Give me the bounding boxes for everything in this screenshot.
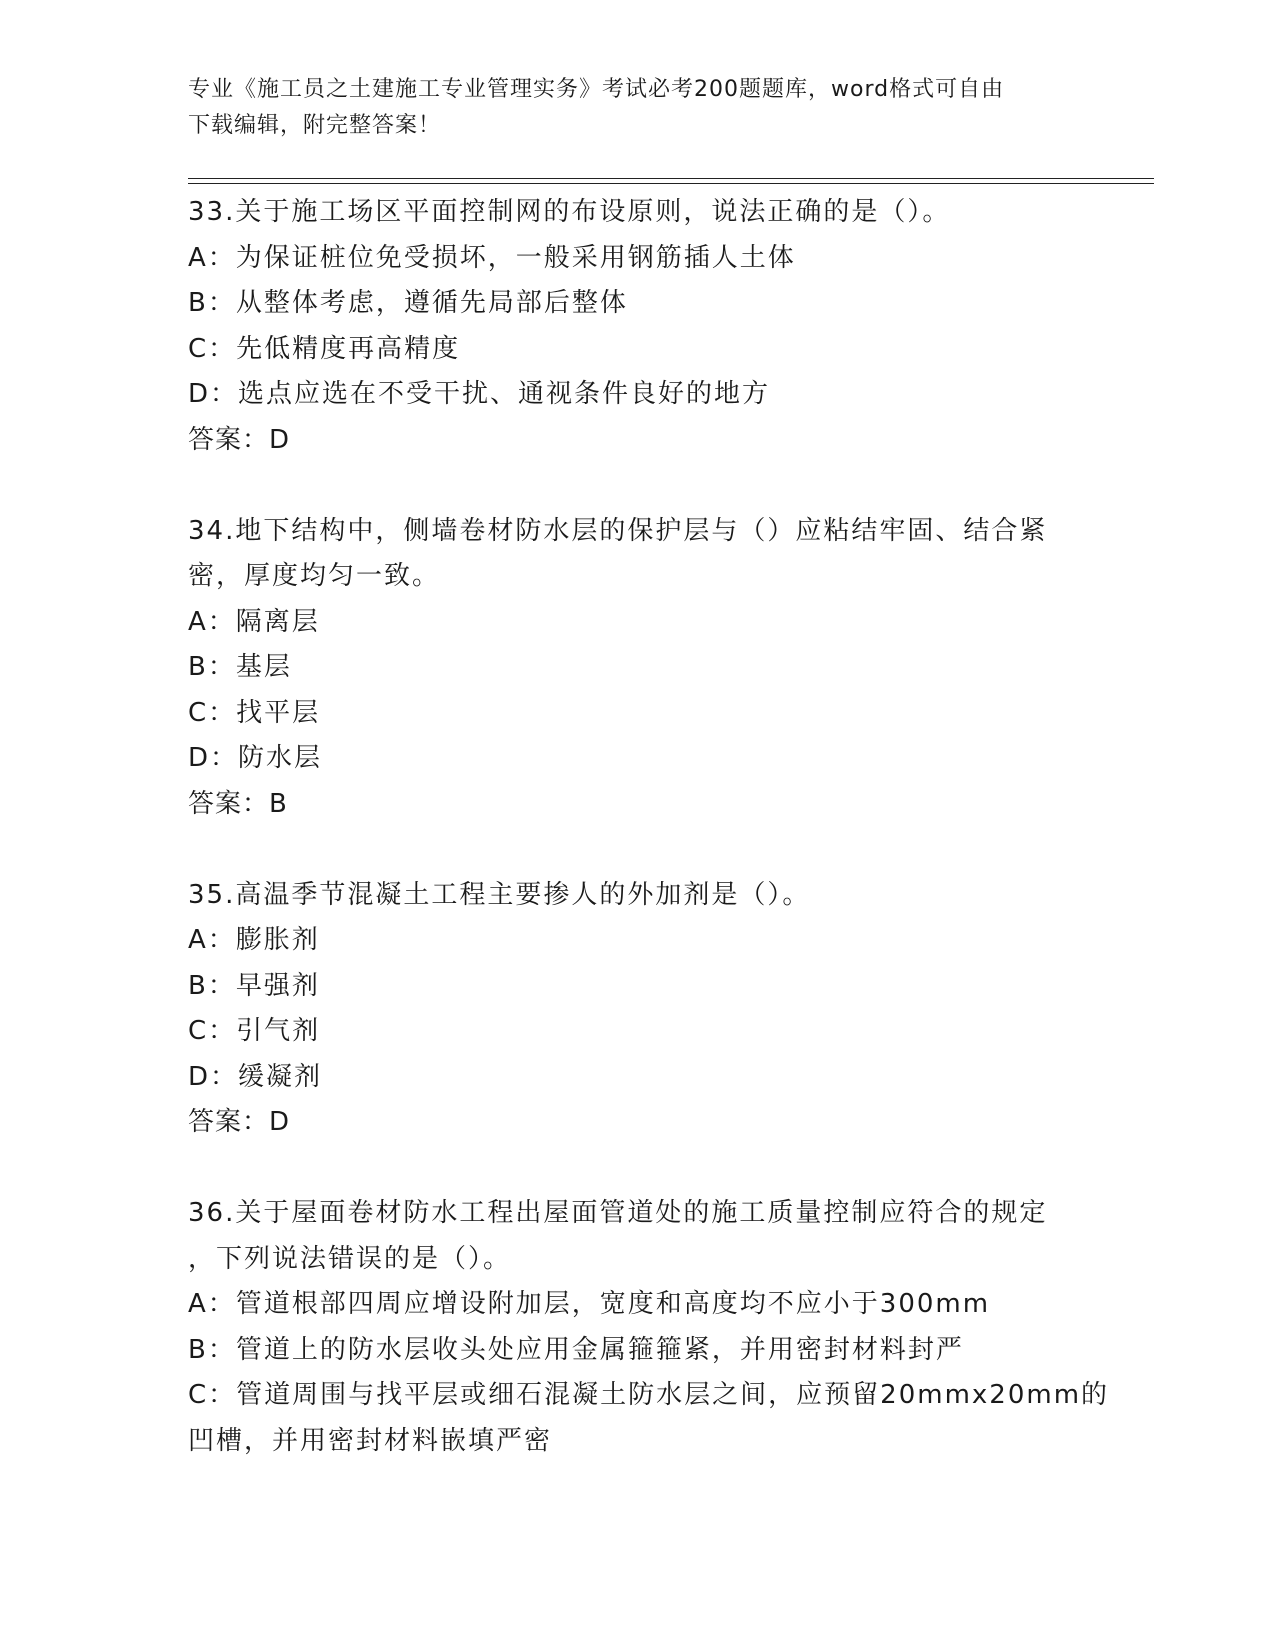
option-a: A：隔离层 bbox=[188, 606, 320, 637]
question-spacer bbox=[188, 1146, 1078, 1192]
question-block bbox=[188, 190, 1078, 463]
question-spacer bbox=[188, 827, 1078, 873]
option-a: A：膨胀剂 bbox=[188, 925, 320, 955]
question-stem: 36.关于屋面卷材防水工程出屋面管道处的施工质量控制应符合的规定 bbox=[188, 1198, 1048, 1228]
question-block bbox=[188, 1191, 1110, 1464]
question-block bbox=[188, 509, 1078, 828]
answer-line: 答案：D bbox=[188, 1107, 291, 1137]
question-list bbox=[188, 190, 1110, 1464]
option-c: C：找平层 bbox=[188, 697, 321, 728]
option-c-continued: 凹槽，并用密封材料嵌填严密 bbox=[188, 1425, 553, 1456]
question-block bbox=[188, 873, 1078, 1146]
option-c: C：先低精度再高精度 bbox=[188, 333, 461, 364]
question-stem: 33.关于施工场区平面控制网的布设原则，说法正确的是（）。 bbox=[188, 197, 951, 227]
option-b: B：早强剂 bbox=[188, 970, 320, 1001]
option-c: C：引气剂 bbox=[188, 1016, 321, 1046]
header-line-2: 下载编辑，附完整答案！ bbox=[188, 113, 442, 138]
option-c: C：管道周围与找平层或细石混凝土防水层之间，应预留20mmx20mm的 bbox=[188, 1380, 1110, 1410]
option-b: B：从整体考虑，遵循先局部后整体 bbox=[188, 288, 628, 318]
option-b: B：管道上的防水层收头处应用金属箍箍紧，并用密封材料封严 bbox=[188, 1334, 964, 1365]
option-d: D：缓凝剂 bbox=[188, 1061, 323, 1092]
question-stem-continued: ，下列说法错误的是（）。 bbox=[188, 1243, 512, 1274]
header-divider-top bbox=[188, 178, 1154, 179]
question-stem: 35.高温季节混凝土工程主要掺人的外加剂是（）。 bbox=[188, 879, 811, 910]
header-divider-bottom bbox=[188, 183, 1154, 184]
option-d: D：防水层 bbox=[188, 743, 323, 773]
header-line-1: 专业《施工员之土建施工专业管理实务》考试必考200题题库，word格式可自由 bbox=[188, 77, 1005, 102]
option-a: A：为保证桩位免受损坏，一般采用钢筋插人土体 bbox=[188, 242, 796, 273]
question-stem-continued: 密，厚度均匀一致。 bbox=[188, 561, 441, 591]
answer-line: 答案：D bbox=[188, 424, 291, 455]
question-stem: 34.地下结构中，侧墙卷材防水层的保护层与（）应粘结牢固、结合紧 bbox=[188, 515, 1048, 546]
option-b: B：基层 bbox=[188, 652, 292, 682]
option-d: D：选点应选在不受干扰、通视条件良好的地方 bbox=[188, 379, 771, 409]
question-spacer bbox=[188, 463, 1078, 509]
option-a: A：管道根部四周应增设附加层，宽度和高度均不应小于300mm bbox=[188, 1289, 991, 1319]
answer-line: 答案：B bbox=[188, 788, 288, 819]
document-header bbox=[188, 72, 1088, 144]
